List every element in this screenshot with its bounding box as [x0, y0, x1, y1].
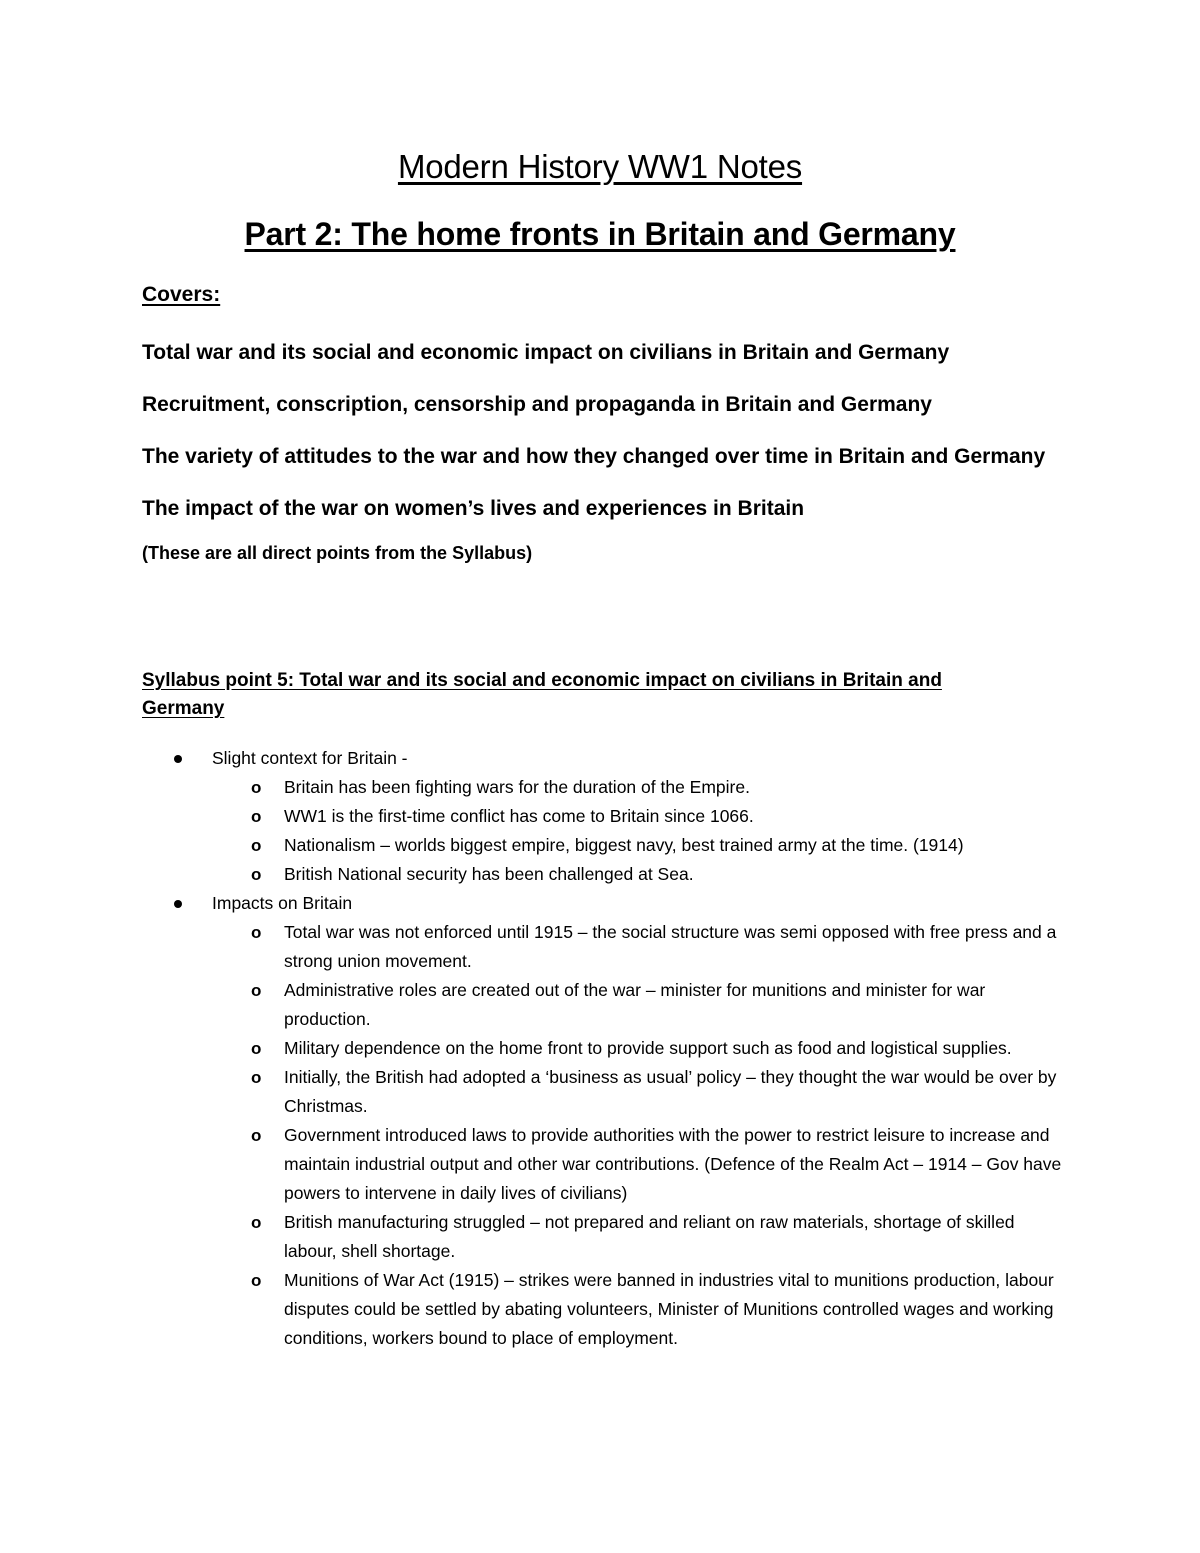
- sub-list-item: [142, 802, 1062, 831]
- document-subtitle: Part 2: The home fronts in Britain and Germany: [244, 216, 956, 252]
- sub-list-item-text: WW1 is the first-time conflict has come to Britain since 1066.: [284, 806, 754, 826]
- sub-list-item-text: Administrative roles are created out of the war – minister for munitions and minister for war production.: [284, 980, 986, 1029]
- sub-list-item: [142, 773, 1062, 802]
- sub-bullet-icon: o: [251, 981, 262, 1000]
- list-item-text: Impacts on Britain: [212, 893, 353, 913]
- sub-list-item-text: Nationalism – worlds biggest empire, biggest navy, best trained army at the time. (1914): [284, 835, 964, 855]
- sub-list-item: [142, 918, 1062, 976]
- sub-list-item-text: Munitions of War Act (1915) – strikes were banned in industries vital to munitions production, labour disputes could be settled by abating volunteers, Minister of Munitions controlled wages and working conditions, workers bound to place of employment.: [284, 1270, 1054, 1348]
- sub-list-item: [142, 1121, 1062, 1208]
- sub-bullet-icon: o: [251, 1068, 262, 1087]
- sub-bullet-icon: o: [251, 1271, 262, 1290]
- sub-bullet-icon: o: [251, 1213, 262, 1232]
- bullet-list: [142, 744, 1062, 1353]
- covers-item: Total war and its social and economic impact on civilians in Britain and Germany: [142, 341, 950, 364]
- sub-bullet-icon: o: [251, 778, 262, 797]
- bullet-dot-icon: [174, 900, 182, 908]
- sub-bullet-icon: o: [251, 807, 262, 826]
- sub-list-item: [142, 860, 1062, 889]
- sub-bullet-icon: o: [251, 1039, 262, 1058]
- sub-list-item: [142, 1266, 1062, 1353]
- bullet-dot-icon: [174, 755, 182, 763]
- sub-bullet-icon: o: [251, 1126, 262, 1145]
- sub-list-item-text: British manufacturing struggled – not prepared and reliant on raw materials, shortage of skilled labour, shell shortage.: [284, 1212, 1015, 1261]
- covers-heading: Covers:: [142, 283, 221, 306]
- list-item: [142, 889, 1062, 918]
- sub-bullet-icon: o: [251, 865, 262, 884]
- sub-list-item-text: British National security has been challenged at Sea.: [284, 864, 694, 884]
- sub-list-item-text: Initially, the British had adopted a ‘business as usual’ policy – they thought the war would be over by Christmas.: [284, 1067, 1057, 1116]
- sub-list-item: [142, 1208, 1062, 1266]
- sub-bullet-icon: o: [251, 836, 262, 855]
- sub-list-item-text: Total war was not enforced until 1915 – the social structure was semi opposed with free press and a strong union movement.: [284, 922, 1057, 971]
- sub-list-item: [142, 976, 1062, 1034]
- list-item-text: Slight context for Britain -: [212, 748, 408, 768]
- sub-list-item-text: Britain has been fighting wars for the duration of the Empire.: [284, 777, 750, 797]
- list-item: [142, 744, 1062, 773]
- sub-list-item: [142, 831, 1062, 860]
- covers-item: Recruitment, conscription, censorship and propaganda in Britain and Germany: [142, 393, 932, 416]
- sub-list-item-text: Military dependence on the home front to provide support such as food and logistical supplies.: [284, 1038, 1012, 1058]
- section-heading: Syllabus point 5: Total war and its social and economic impact on civilians in Britain and Germany: [142, 670, 942, 719]
- syllabus-note: (These are all direct points from the Syllabus): [142, 543, 533, 563]
- covers-section: [142, 283, 1062, 564]
- sub-list-item: [142, 1034, 1062, 1063]
- covers-item: The impact of the war on women’s lives and experiences in Britain: [142, 497, 805, 520]
- sub-bullet-icon: o: [251, 923, 262, 942]
- sub-list-item-text: Government introduced laws to provide authorities with the power to restrict leisure to increase and maintain industrial output and other war contributions. (Defence of the Realm Act – 1914 – Gov have powers to intervene in daily lives of civilians): [284, 1125, 1062, 1203]
- document-title: Modern History WW1 Notes: [397, 148, 803, 185]
- sub-list-item: [142, 1063, 1062, 1121]
- covers-item: The variety of attitudes to the war and how they changed over time in Britain and Germany: [142, 445, 1046, 468]
